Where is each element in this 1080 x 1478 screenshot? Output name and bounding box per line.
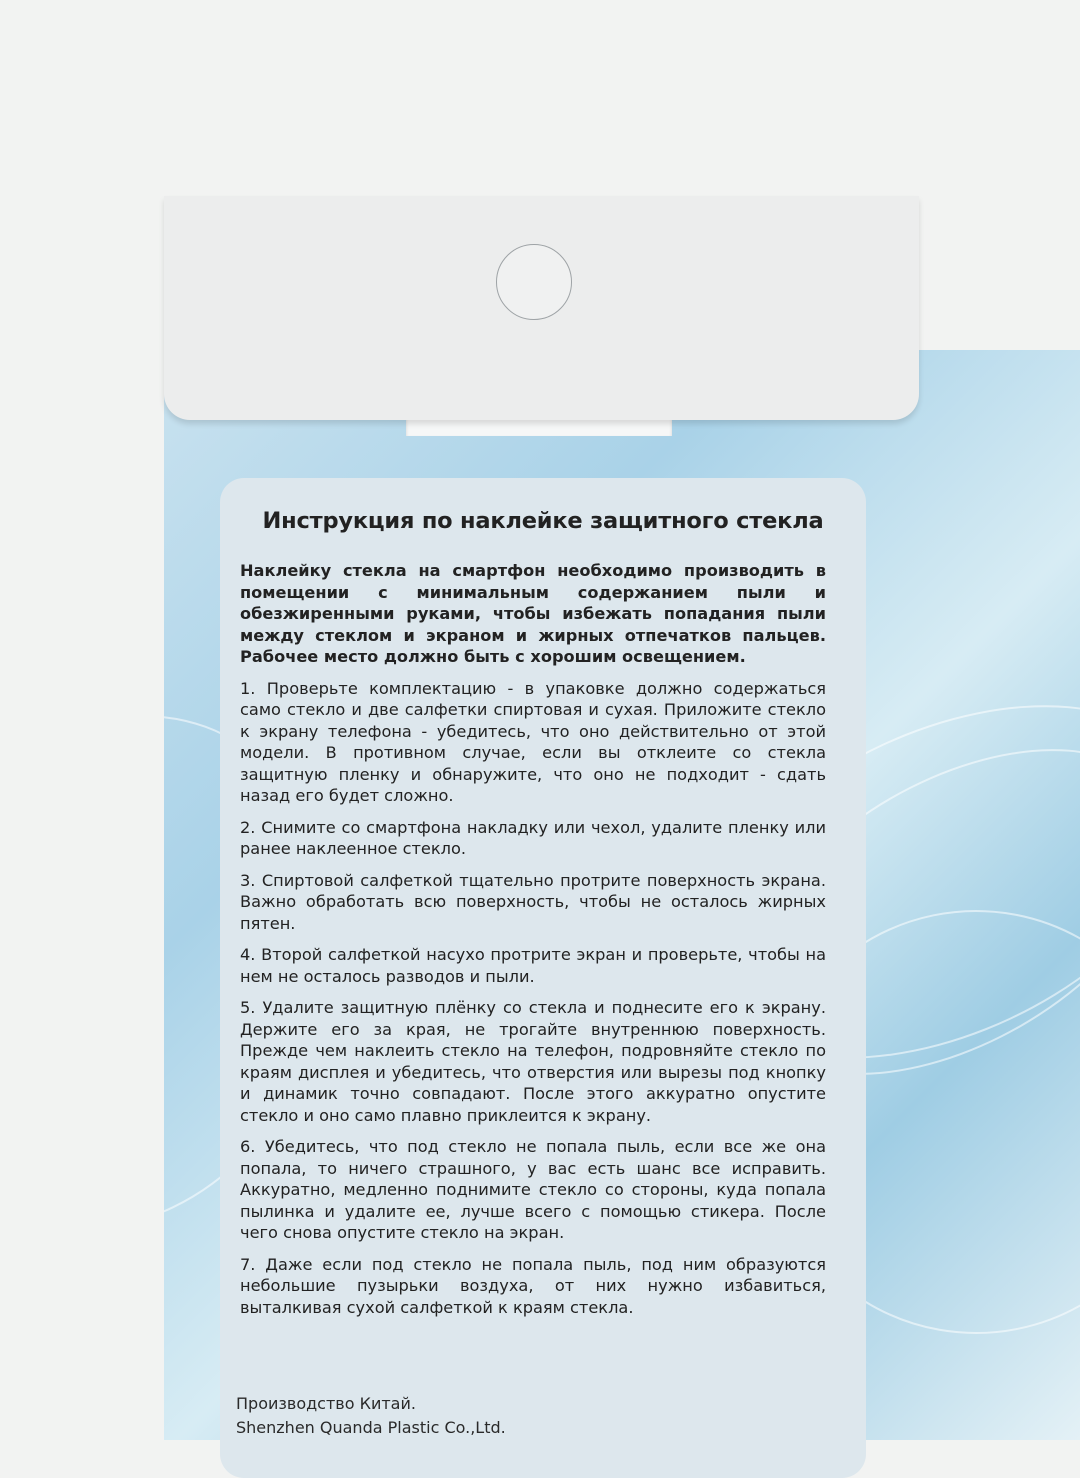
hang-hole xyxy=(496,244,572,320)
instruction-step-4: 4. Второй салфеткой насухо протрите экран и проверьте, чтобы на нем не осталось разводов и пыли. xyxy=(240,945,826,986)
instruction-panel xyxy=(220,478,866,1478)
instruction-step-3: 3. Спиртовой салфеткой тщательно протрите поверхность экрана. Важно обработать всю поверхность, чтобы не осталось жирных пятен. xyxy=(240,870,826,933)
manufacturer-origin: Производство Китай. xyxy=(236,1394,416,1413)
manufacturer-info xyxy=(236,1392,506,1440)
instruction-step-6: 6. Убедитесь, что под стекло не попала пыль, если все же она попала, то ничего страшного, у вас есть шанс все исправить. Аккуратно, медленно поднимите стекло со стороны, куда попала пылинка и удалите ее, лучше всего с помощью стикера. После чего снова опустите стекло на экран. xyxy=(240,1137,826,1242)
instruction-step-1: 1. Проверьте комплектацию - в упаковке должно содержаться само стекло и две салфетки спиртовая и сухая. Приложите стекло к экрану телефона - убедитесь, что оно действительно от этой модели. В противном случае, если вы отклеите со стекла защитную пленку и обнаружите, что оно не подходит - сдать назад его будет сложно. xyxy=(240,678,826,805)
instruction-step-7: 7. Даже если под стекло не попала пыль, под ним образуются небольшие пузырьки воздуха, от них нужно избавиться, выталкивая сухой салфеткой к краям стекла. xyxy=(240,1254,826,1317)
instruction-step-5: 5. Удалите защитную плёнку со стекла и поднесите его к экрану. Держите его за края, не трогайте внутреннюю поверхность. Прежде чем наклеить стекло на телефон, подровняйте стекло по краям дисплея и убедитесь, что отверстия или вырезы под кнопку и динамик точно совпадают. После этого аккуратно опустите стекло и оно само плавно приклеится к экрану. xyxy=(240,998,826,1125)
instruction-step-2: 2. Снимите со смартфона накладку или чехол, удалите пленку или ранее наклеенное стекло. xyxy=(240,817,826,858)
manufacturer-company: Shenzhen Quanda Plastic Co.,Ltd. xyxy=(236,1418,506,1437)
instruction-intro: Наклейку стекла на смартфон необходимо производить в помещении с минимальным содержанием пыли и обезжиренными руками, чтобы избежать попадания пыли между стеклом и экраном и жирных отпечатков пальцев. Рабочее место должно быть с хорошим освещением. xyxy=(240,561,826,666)
instruction-title: Инструкция по наклейке защитного стекла xyxy=(262,508,824,534)
